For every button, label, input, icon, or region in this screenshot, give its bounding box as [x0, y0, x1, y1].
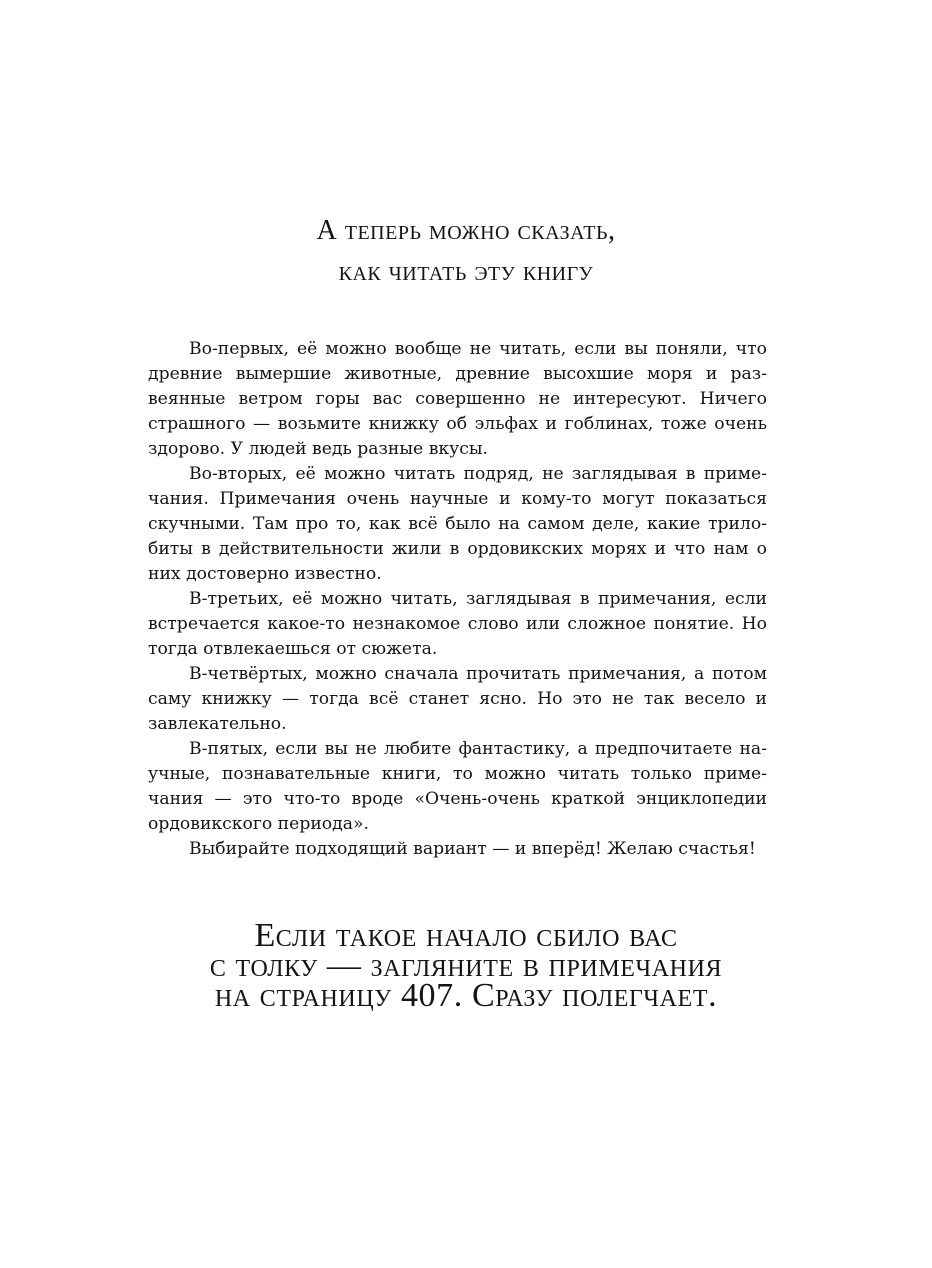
body-text — [148, 337, 767, 862]
footnote-callout-line-3: на страницу 407. Сразу полегчает. — [214, 977, 718, 1014]
paragraph-fourth: В-четвёртых, можно сначала прочитать примечания, а потом саму книжку — тогда всё станет ясно. Но это не так весело и завлекательно. — [148, 664, 767, 734]
page-title — [140, 210, 792, 292]
footnote-callout — [140, 917, 792, 1014]
paragraph-third: В-третьих, её можно читать, заглядывая в примечания, если встречается какое-то незнакомое слово или сложное понятие. Но тогда отвлекаешься от сюжета. — [148, 589, 767, 659]
page-title-line-1: А теперь можно сказать, — [316, 215, 616, 246]
paragraph-second: Во-вторых, её можно читать подряд, не заглядывая в примечания. Примечания очень научные и кому-то могут показаться скучными. Там про то, как всё было на самом деле, какие трилобиты в действительности жили в ордовикских морях и что нам о них достоверно известно. — [148, 464, 767, 584]
footnote-callout-line-2: с толку — загляните в примечания — [209, 947, 723, 984]
page-title-line-2: как читать эту книгу — [338, 256, 594, 287]
paragraph-fifth: В-пятых, если вы не любите фантастику, а предпочитаете научные, познавательные книги, то можно читать только примечания — это что-то вроде «Очень-очень краткой энциклопедии ордовикского периода». — [148, 739, 767, 834]
footnote-callout-line-1: Если такое начало сбило вас — [254, 917, 678, 954]
paragraph-closing: Выбирайте подходящий вариант — и вперёд! Желаю счастья! — [189, 839, 756, 859]
paragraph-first: Во-первых, её можно вообще не читать, если вы поняли, что древние вымершие животные, древние высохшие моря и развеянные ветром горы вас совершенно не интересуют. Ничего страшного — возьмите книжку об эльфах и гоблинах, тоже очень здорово. У людей ведь разные вкусы. — [148, 339, 767, 459]
